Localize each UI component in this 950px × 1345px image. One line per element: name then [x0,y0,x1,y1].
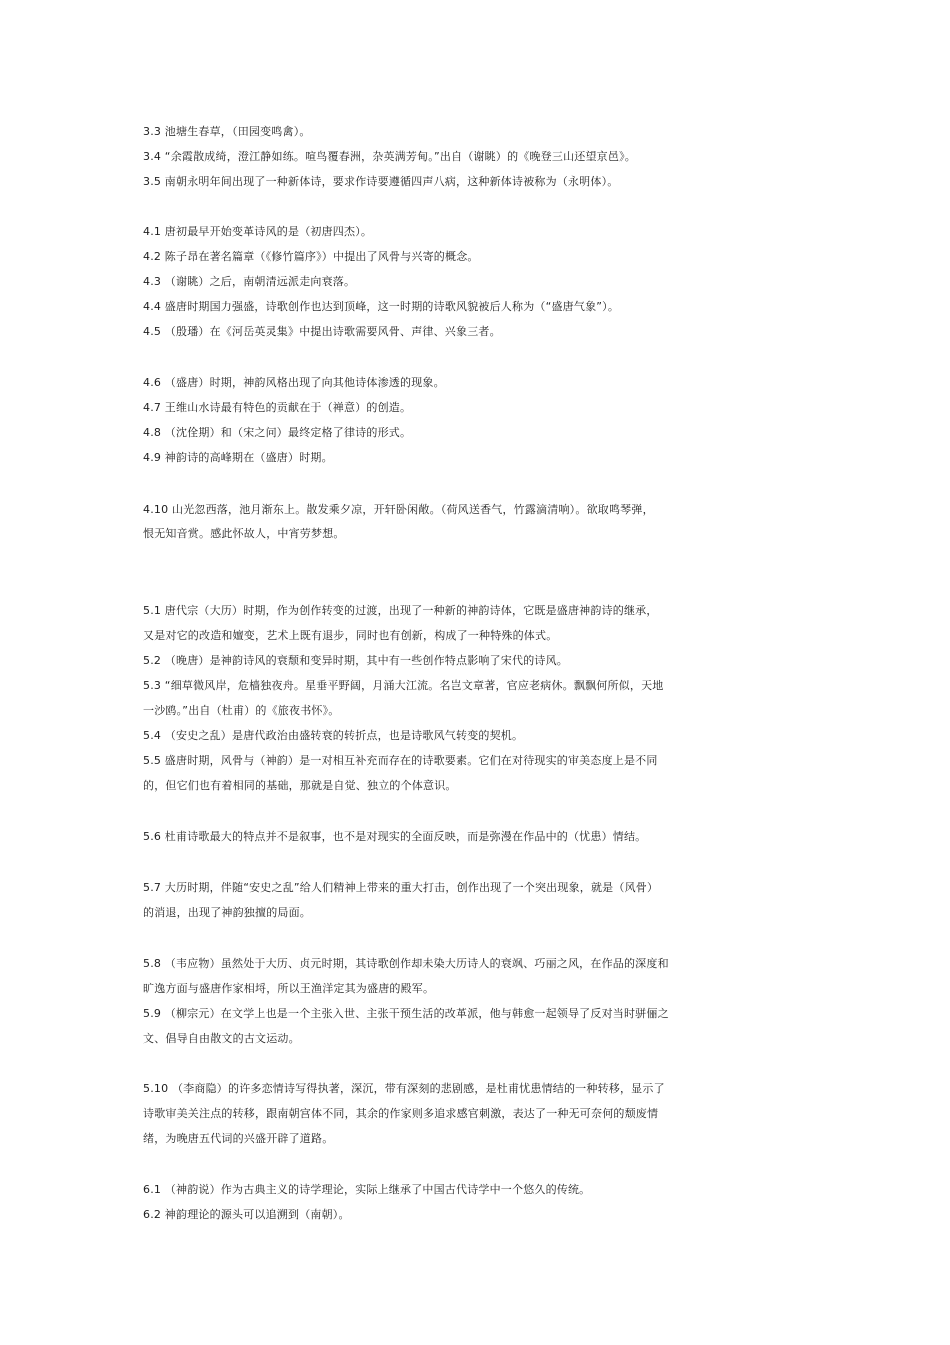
text-line: 4.6 （盛唐）时期，神韵风格出现了向其他诗体渗透的现象。 [143,376,445,389]
text-line: 又是对它的改造和嬗变，艺术上既有退步，同时也有创新，构成了一种特殊的体式。 [143,629,558,642]
text-line: 3.3 池塘生春草，（田园变鸣禽）。 [143,125,311,138]
text-line: 5.2 （晚唐）是神韵诗风的衰颓和变异时期，其中有一些创作特点影响了宋代的诗风。 [143,654,568,667]
text-line: 恨无知音赏。感此怀故人，中宵劳梦想。 [143,527,345,540]
text-line: 的消退，出现了神韵独擅的局面。 [143,906,311,919]
text-line: 文、倡导自由散文的古文运动。 [143,1032,300,1045]
text-line: 4.5 （殷璠）在《河岳英灵集》中提出诗歌需要风骨、声律、兴象三者。 [143,325,501,338]
text-line: 5.7 大历时期，伴随“安史之乱”给人们精神上带来的重大打击，创作出现了一个突出现象，就是（风骨） [143,881,659,894]
text-line: 3.5 南朝永明年间出现了一种新体诗，要求作诗要遵循四声八病，这种新体诗被称为（永明体）。 [143,175,619,188]
text-line: 4.1 唐初最早开始变革诗风的是（初唐四杰）。 [143,225,373,238]
text-line: 的，但它们也有着相同的基础，那就是自觉、独立的个体意识。 [143,779,457,792]
text-line: 4.8 （沈佺期）和（宋之问）最终定格了律诗的形式。 [143,426,412,439]
text-line: 旷逸方面与盛唐作家相埒，所以王渔洋定其为盛唐的殿军。 [143,982,435,995]
text-line: 5.5 盛唐时期，风骨与（神韵）是一对相互补充而存在的诗歌要素。它们在对待现实的审美态度上是不同 [143,754,658,767]
text-line: 5.8 （韦应物）虽然处于大历、贞元时期，其诗歌创作却未染大历诗人的衰飒、巧丽之风，在作品的深度和 [143,957,669,970]
text-line: 4.2 陈子昂在著名篇章（《修竹篇序》）中提出了风骨与兴寄的概念。 [143,250,479,263]
text-line: 5.9 （柳宗元）在文学上也是一个主张入世、主张干预生活的改革派，他与韩愈一起领导了反对当时骈俪之 [143,1007,669,1020]
text-line: 4.7 王维山水诗最有特色的贡献在于（禅意）的创造。 [143,401,412,414]
text-line: 6.1 （神韵说）作为古典主义的诗学理论，实际上继承了中国古代诗学中一个悠久的传统。 [143,1183,591,1196]
text-line: 一沙鸥。”出自（杜甫）的《旅夜书怀》。 [143,704,340,717]
text-line: 4.10 山光忽西落，池月渐东上。散发乘夕凉，开轩卧闲敞。（荷风送香气，竹露滴清响）。欲取鸣琴弹， [143,503,654,516]
text-line: 诗歌审美关注点的转移，跟南朝宫体不同，其余的作家则多追求感官刺激，表达了一种无可奈何的颓废情 [143,1107,659,1120]
text-line: 4.4 盛唐时期国力强盛，诗歌创作也达到顶峰，这一时期的诗歌风貌被后人称为（“盛唐气象”）。 [143,300,620,313]
text-line: 6.2 神韵理论的源头可以追溯到（南朝）。 [143,1208,350,1221]
text-line: 5.1 唐代宗（大历）时期，作为创作转变的过渡，出现了一种新的神韵诗体，它既是盛唐神韵诗的继承， [143,604,658,617]
text-line: 5.10 （李商隐）的许多恋情诗写得执著，深沉，带有深刻的悲剧感，是杜甫忧患情结的一种转移，显示了 [143,1082,665,1095]
text-line: 5.3 “细草微风岸，危樯独夜舟。星垂平野阔，月涌大江流。名岂文章著，官应老病休。飘飘何所似，天地 [143,679,664,692]
text-line: 5.4 （安史之乱）是唐代政治由盛转衰的转折点，也是诗歌风气转变的契机。 [143,729,524,742]
text-line: 3.4 “余霞散成绮，澄江静如练。喧鸟覆春洲，杂英满芳甸。”出自（谢眺）的《晚登三山还望京邑》。 [143,150,636,163]
text-line: 4.9 神韵诗的高峰期在（盛唐）时期。 [143,451,333,464]
text-line: 4.3 （谢眺）之后，南朝清远派走向衰落。 [143,275,356,288]
text-line: 5.6 杜甫诗歌最大的特点并不是叙事，也不是对现实的全面反映，而是弥漫在作品中的（忧患）情结。 [143,830,647,843]
text-line: 绪，为晚唐五代词的兴盛开辟了道路。 [143,1132,334,1145]
